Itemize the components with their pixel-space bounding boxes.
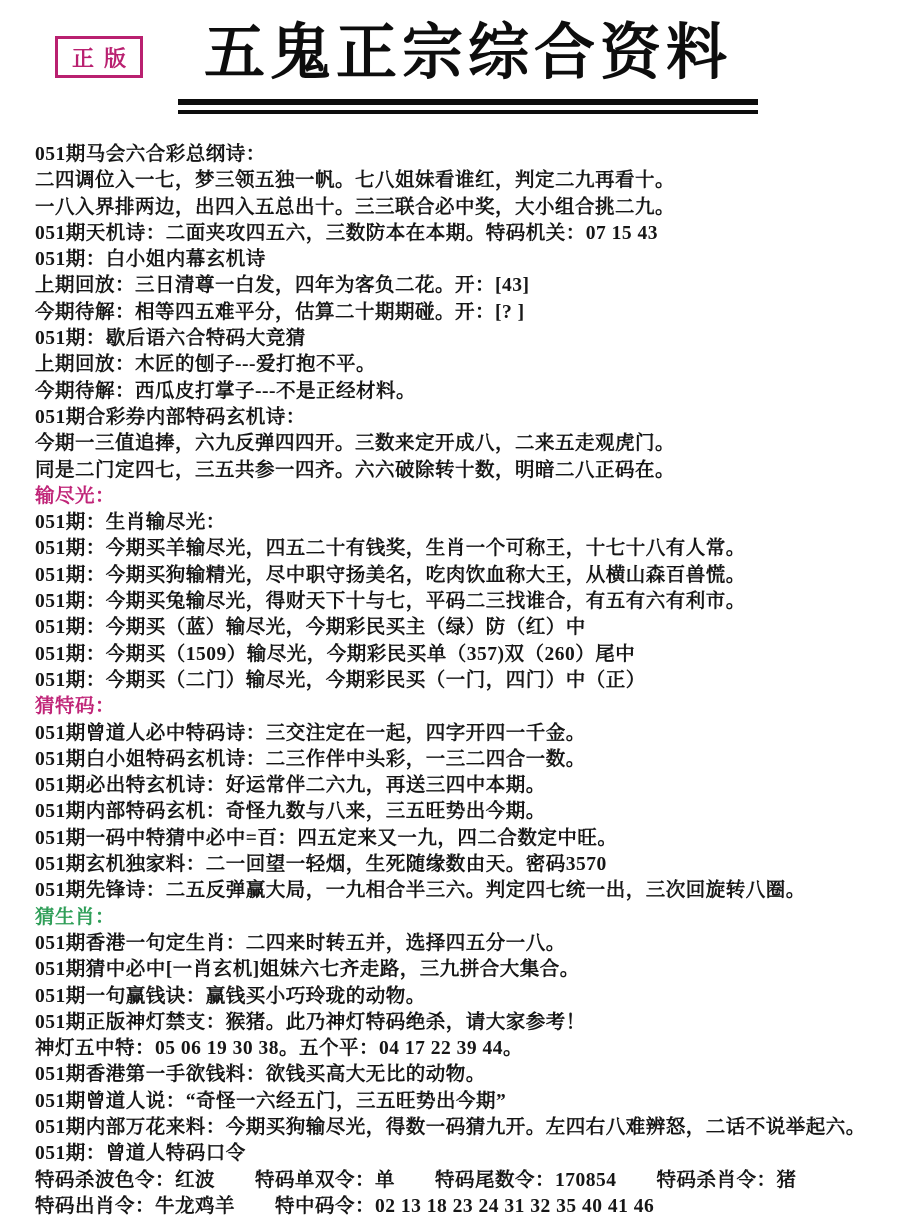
text-line: 051期香港第一手欲钱料：欲钱买高大无比的动物。 [35,1064,486,1086]
text-line: 051期：今期买（1509）输尽光，今期彩民买单（357)双（260）尾中 [35,643,636,665]
text-line: 051期：今期买（蓝）输尽光，今期彩民买主（绿）防（红）中 [35,617,586,639]
text-line: 051期：今期买狗输精光，尽中职守扬美名，吃肉饮血称大王，从横山森百兽慌。 [35,564,746,586]
text-line: 051期曾道人说：“奇怪一六经五门，三五旺势出今期” [35,1090,507,1112]
title-underline-top [178,99,758,105]
text-line: 051期曾道人必中特码诗：三交注定在一起，四字开四一千金。 [35,722,586,744]
text-line: 二四调位入一七，梦三领五独一帆。七八姐妹看谁红，判定二九再看十。 [35,170,676,192]
text-line: 神灯五中特：05 06 19 30 38。五个平：04 17 22 39 44。 [35,1038,524,1060]
text-line: 051期：歇后语六合特码大竞猜 [35,328,306,350]
text-line: 同是二门定四七，三五共参一四齐。六六破除转十数，明暗二八正码在。 [35,459,676,481]
text-line: 051期猜中必中[一肖玄机]姐妹六七齐走路，三九拼合大集合。 [35,959,580,981]
text-line: 051期一码中特猜中必中=百：四五定来又一九，四二合数定中旺。 [35,827,618,849]
text-line: 051期必出特玄机诗：好运常伴二六九，再送三四中本期。 [35,775,546,797]
text-line: 051期白小姐特码玄机诗：二三作伴中头彩，一三二四合一数。 [35,748,586,770]
text-line: 051期玄机独家料：二一回望一轻烟，生死随缘数由天。密码3570 [35,854,607,876]
text-line: 051期：曾道人特码口令 [35,1143,246,1165]
text-line: 051期：今期买兔输尽光，得财天下十与七，平码二三找谁合，有五有六有利市。 [35,591,746,613]
text-line: 上期回放：三日清尊一白发，四年为客负二花。开：[43] [35,275,530,297]
title-block [178,14,758,114]
text-line: 输尽光： [35,485,116,507]
text-line: 051期：今期买（二门）输尽光，今期彩民买（一门，四门）中（正） [35,669,646,691]
text-line: 051期天机诗：二面夹攻四五六，三数防本在本期。特码机关：07 15 43 [35,222,659,244]
authentic-badge: 正版 [55,36,143,78]
text-line: 今期待解：相等四五难平分，估算二十期期碰。开：[? ] [35,301,525,323]
text-line: 051期内部特码玄机：奇怪九数与八来，三五旺势出今期。 [35,801,546,823]
text-line: 051期：生肖输尽光： [35,512,226,534]
text-line: 051期先锋诗：二五反弹赢大局，一九相合半三六。判定四七统一出，三次回旋转八圈。 [35,880,806,902]
text-line: 051期马会六合彩总纲诗： [35,144,266,165]
text-line: 特码出肖令：牛龙鸡羊 特中码令：02 13 18 23 24 31 32 35 40 41 46 [35,1195,655,1217]
text-line: 今期一三值追捧，六九反弹四四开。三数来定开成八，二来五走观虎门。 [35,433,676,455]
text-line: 猜特码： [35,696,116,718]
header [0,0,900,142]
text-line: 051期：今期买羊输尽光，四五二十有钱奖，生肖一个可称王，十七十八有人常。 [35,538,746,560]
text-line: 一八入界排两边，出四入五总出十。三三联合必中奖，大小组合挑二九。 [35,196,676,218]
text-line: 上期回放：木匠的刨子---爱打抱不平。 [35,354,376,376]
text-line: 051期内部万花来料：今期买狗输尽光，得数一码猜九开。左四右八难辨怒，二话不说举起六。 [35,1116,866,1138]
text-line: 猜生肖： [35,906,116,928]
text-line: 051期一句赢钱诀：赢钱买小巧玲珑的动物。 [35,985,426,1007]
content-lines [35,142,882,1220]
text-line: 051期：白小姐内幕玄机诗 [35,249,266,271]
text-line: 今期待解：西瓜皮打掌子---不是正经材料。 [35,380,416,402]
page-title: 五鬼正宗综合资料 [203,20,732,87]
text-line: 051期合彩券内部特码玄机诗： [35,406,306,428]
title-underline-bottom [178,110,758,114]
text-line: 051期正版神灯禁支：猴猪。此乃神灯特码绝杀，请大家参考！ [35,1011,586,1033]
text-line: 特码杀波色令：红波 特码单双令：单 特码尾数令：170854 特码杀肖令：猪 [35,1169,797,1191]
text-line: 051期香港一句定生肖：二四来时转五并，选择四五分一八。 [35,932,566,954]
